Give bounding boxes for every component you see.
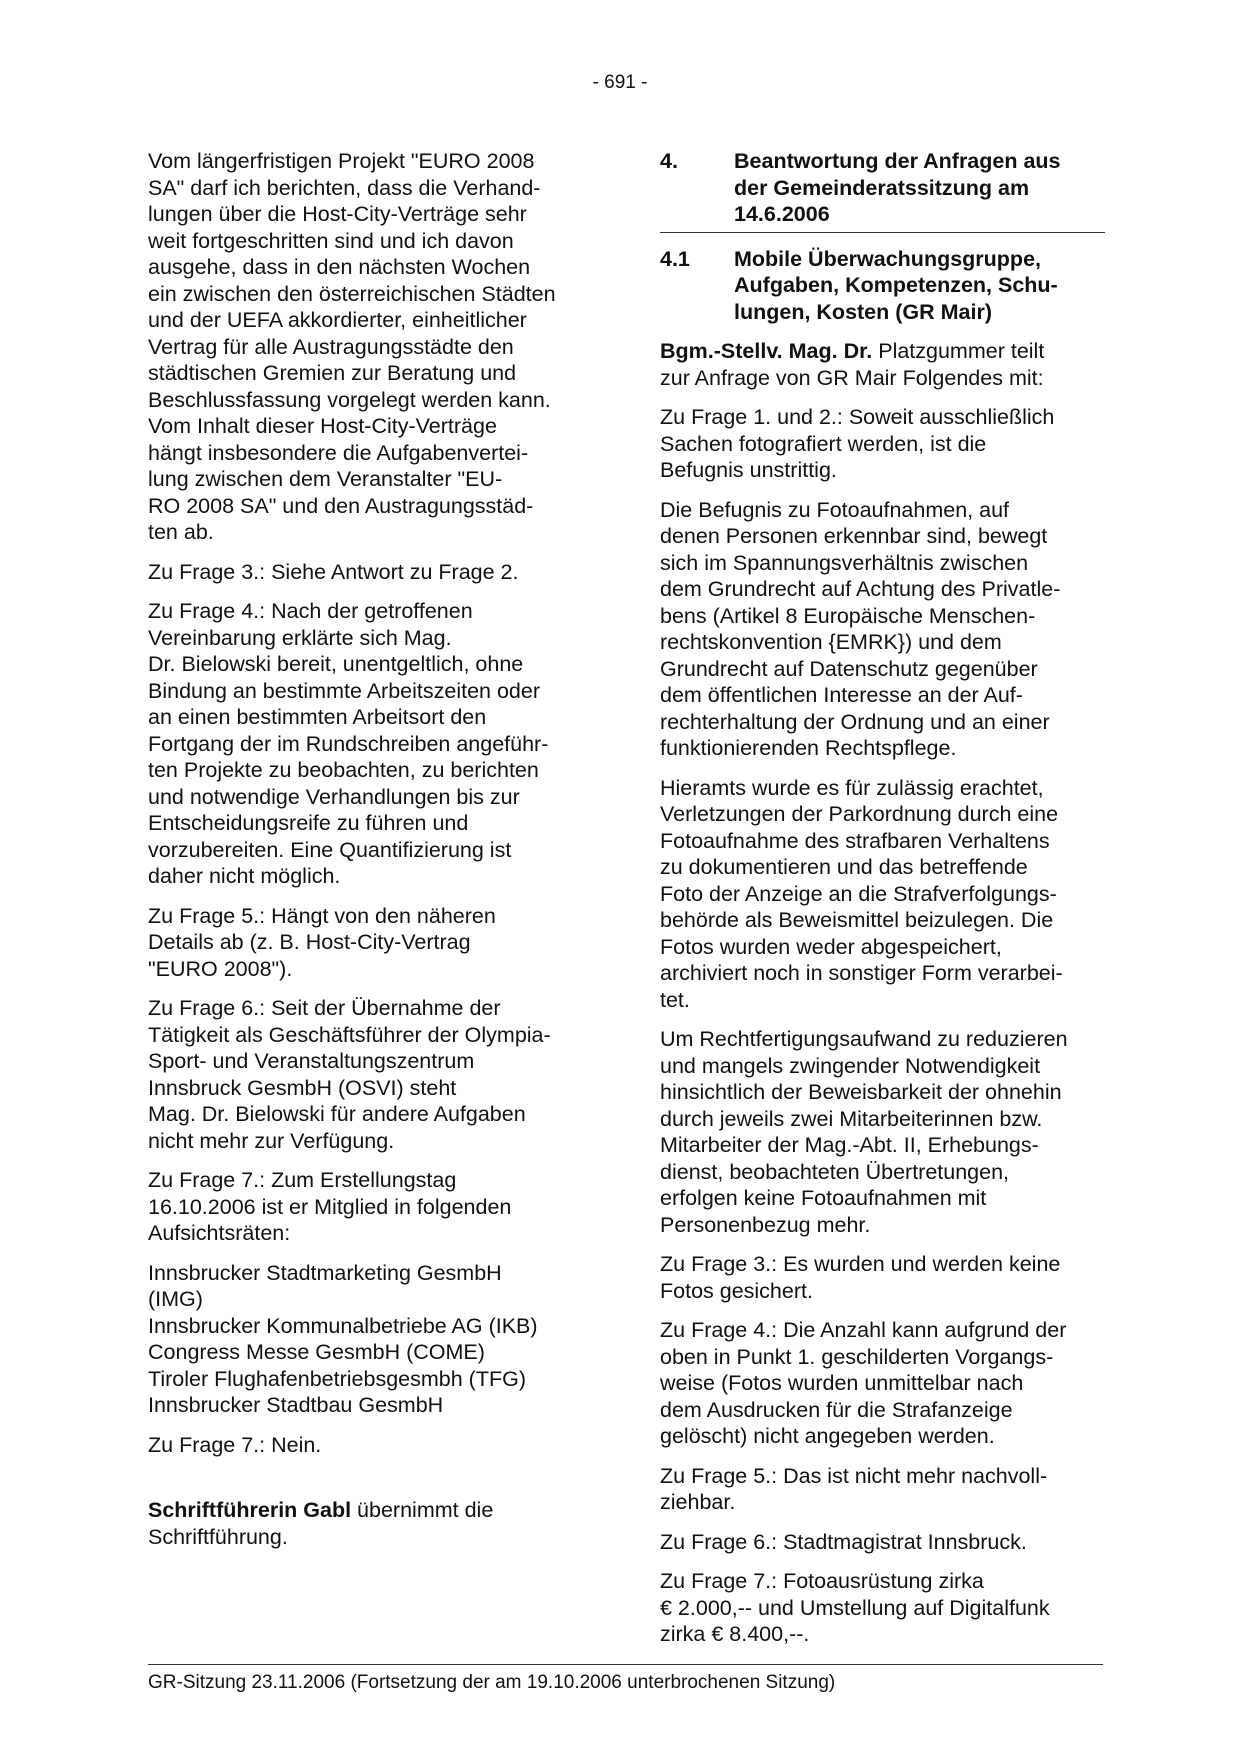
text-line: weit fortgeschritten sind und ich davon [148,228,514,253]
text-line: und mangels zwingender Notwendigkeit [660,1053,1041,1078]
section-heading-4 [660,148,1105,233]
paragraph-frage-5 [660,1463,1105,1516]
text-line: denen Personen erkennbar sind, bewegt [660,524,1048,548]
text-line: Congress Messe GesmbH (COME) [148,1340,485,1364]
text-line: hinsichtlich der Beweisbarkeit der ohnehin [660,1080,1062,1104]
text-line: Vereinbarung erklärte sich Mag. [148,625,452,650]
paragraph-hieramts [660,775,1105,1014]
text-line: Personenbezug mehr. [660,1212,871,1237]
paragraph-euro-2008 [148,148,588,546]
text-line: Verletzungen der Parkordnung durch eine [660,802,1059,826]
footer-text: GR-Sitzung 23.11.2006 (Fortsetzung der am 19.10.2006 unterbrochenen Sitzung) [148,1672,836,1693]
text-line: Vertrag für alle Austragungsstädte den [148,334,514,359]
text-line: weise (Fotos wurden unmittelbar nach [660,1371,1024,1395]
text-line: Zu Frage 3.: Es wurden und werden keine [660,1252,1061,1276]
text-line: Tiroler Flughafenbetriebsgesmbh (TFG) [148,1366,526,1391]
page-number: - 691 - [592,72,648,93]
text-line: Vom Inhalt dieser Host-City-Verträge [148,414,497,438]
text-line: ausgehe, dass in den nächsten Wochen [148,255,531,279]
paragraph-frage-3 [660,1251,1105,1304]
paragraph-frage-4 [660,1317,1105,1450]
text-line: Hieramts wurde es für zulässig erachtet, [660,775,1044,800]
text-line: funktionierenden Rechtspflege. [660,736,957,760]
text-line: hängt insbesondere die Aufgabenvertei- [148,440,529,465]
text-line: Zu Frage 6.: Seit der Übernahme der [148,996,501,1020]
text-line: ein zwischen den österreichischen Städten [148,281,556,306]
list-aufsichtsraete [148,1260,588,1419]
text-line: zu dokumentieren und das betreffende [660,855,1028,879]
text-line: rechtskonvention {EMRK}) und dem [660,630,1002,654]
text-line: Entscheidungsreife zu führen und [148,811,469,835]
text-line: Tätigkeit als Geschäftsführer der Olympia- [148,1022,551,1047]
text-line: Zu Frage 3.: Siehe Antwort zu Frage 2. [148,559,519,584]
text-line: lungen, Kosten (GR Mair) [734,299,992,324]
text-line: Zu Frage 7.: Zum Erstellungstag [148,1168,457,1192]
text-line: Aufgaben, Kompetenzen, Schu- [734,273,1058,297]
paragraph-schriftfuehrung: Schriftführerin Gabl übernimmt die Schriftführung. [148,1498,494,1549]
text-line: sich im Spannungsverhältnis zwischen [660,550,1029,575]
left-column [148,148,588,1563]
section-number: 4. [660,149,678,173]
text-line: rechterhaltung der Ordnung und an einer [660,709,1050,734]
text-line: Um Rechtfertigungsaufwand zu reduzieren [660,1027,1068,1051]
section-title [734,148,1105,228]
text-line: bens (Artikel 8 Europäische Menschen- [660,603,1036,628]
text-line: behörde als Beweismittel beizulegen. Die [660,908,1054,932]
text-line: Foto der Anzeige an die Strafverfolgungs- [660,881,1057,906]
text-line: Zu Frage 1. und 2.: Soweit ausschließlich [660,405,1055,429]
text-line: Vom längerfristigen Projekt "EURO 2008 [148,149,535,173]
text-line: Mobile Überwachungsgruppe, [734,246,1041,271]
paragraph-frage-7 [660,1568,1105,1648]
text-line: € 2.000,-- und Umstellung auf Digitalfunk [660,1595,1050,1620]
text-line: Zu Frage 7.: Fotoausrüstung zirka [660,1569,984,1593]
text-line: Dr. Bielowski bereit, unentgeltlich, ohne [148,652,524,676]
text-line: durch jeweils zwei Mitarbeiterinnen bzw. [660,1106,1043,1131]
text-line: Aufsichtsräten: [148,1221,291,1245]
text-line: (IMG) [148,1287,203,1311]
text-line: Zu Frage 6.: Stadtmagistrat Innsbruck. [660,1529,1027,1554]
paragraph-frage-6 [148,995,588,1154]
text-line: Zu Frage 4.: Nach der getroffenen [148,599,473,623]
text-line: Fotoaufnahme des strafbaren Verhaltens [660,828,1050,853]
text-line: ziehbar. [660,1490,736,1514]
text-line: Fortgang der im Rundschreiben angeführ- [148,731,549,756]
text-line: archiviert noch in sonstiger Form verarbei- [660,961,1063,985]
text-line: Sport- und Veranstaltungszentrum [148,1049,475,1073]
right-column [660,148,1105,1661]
text-line: tet. [660,987,690,1012]
text-line: dem Grundrecht auf Achtung des Privatle- [660,577,1061,601]
text-line: Sachen fotografiert werden, ist die [660,431,987,456]
text-line: ten Projekte zu beobachten, zu berichten [148,758,539,782]
text-line: städtischen Gremien zur Beratung und [148,361,517,385]
text-line: dem Ausdrucken für die Strafanzeige [660,1397,1013,1422]
text-line: Innsbrucker Stadtmarketing GesmbH [148,1260,502,1285]
schriftfuehrerin-name: Schriftführerin Gabl [148,1498,352,1522]
text-line: und der UEFA akkordierter, einheitlicher [148,308,527,332]
text-line: Zu Frage 5.: Hängt von den näheren [148,903,496,928]
text-line: an einen bestimmten Arbeitsort den [148,705,487,729]
text-line: zirka € 8.400,--. [660,1622,810,1646]
subsection-number: 4.1 [660,246,690,271]
text-line: "EURO 2008"). [148,956,293,981]
text-line: 14.6.2006 [734,202,830,226]
paragraph-intro: Bgm.-Stellv. Mag. Dr. Platzgummer teilt zur Anfrage von GR Mair Folgendes mit: [660,339,1045,390]
text-line: gelöscht) nicht angegeben werden. [660,1424,995,1448]
text-line: Grundrecht auf Datenschutz gegenüber [660,656,1038,681]
text-line: oben in Punkt 1. geschilderten Vorgangs- [660,1344,1054,1369]
text-line: RO 2008 SA" und den Austragungsstäd- [148,493,534,518]
text-line: Innsbrucker Stadtbau GesmbH [148,1393,444,1417]
text-line: dienst, beobachteten Übertretungen, [660,1159,1010,1184]
text-line: Befugnis unstrittig. [660,458,837,482]
text-line: SA" darf ich berichten, dass die Verhand- [148,175,541,200]
text-line: dem öffentlichen Interesse an der Auf- [660,683,1023,707]
text-line: Innsbrucker Kommunalbetriebe AG (IKB) [148,1313,538,1338]
text-line: Die Befugnis zu Fotoaufnahmen, auf [660,497,1009,522]
text-line: Bindung an bestimmte Arbeitszeiten oder [148,678,541,703]
text-line: Beschlussfassung vorgelegt werden kann. [148,387,551,412]
text-line: und notwendige Verhandlungen bis zur [148,784,520,809]
text-line: Mag. Dr. Bielowski für andere Aufgaben [148,1102,526,1126]
text-line: Fotos wurden weder abgespeichert, [660,934,1002,959]
text-line: Zu Frage 7.: Nein. [148,1432,322,1457]
paragraph-frage-6 [660,1529,1105,1556]
text-line: lungen über die Host-City-Verträge sehr [148,202,527,226]
text-line: Zu Frage 5.: Das ist nicht mehr nachvoll- [660,1463,1048,1488]
text-line: der Gemeinderatssitzung am [734,175,1030,200]
text-line: Zu Frage 4.: Die Anzahl kann aufgrund der [660,1318,1067,1342]
footer-divider [148,1664,1103,1665]
text-line: vorzubereiten. Eine Quantifizierung ist [148,837,512,862]
text-line: Beantwortung der Anfragen aus [734,149,1061,173]
paragraph-frage-7 [148,1167,588,1247]
paragraph-frage-5 [148,903,588,983]
text-line: nicht mehr zur Verfügung. [148,1128,395,1153]
paragraph-frage-7-nein [148,1432,588,1459]
paragraph-rechtfertigung [660,1026,1105,1238]
section-heading-4-1 [660,246,1105,326]
text-line: daher nicht möglich. [148,864,341,888]
paragraph-frage-1-2 [660,404,1105,484]
text-line: Innsbruck GesmbH (OSVI) steht [148,1075,457,1100]
text-line: lung zwischen dem Veranstalter "EU- [148,467,503,491]
text-line: erfolgen keine Fotoaufnahmen mit [660,1186,987,1210]
text-line: Mitarbeiter der Mag.-Abt. II, Erhebungs- [660,1133,1039,1157]
text-line: 16.10.2006 ist er Mitglied in folgenden [148,1194,512,1219]
text-line: Fotos gesichert. [660,1278,813,1303]
paragraph-frage-4 [148,598,588,890]
text-line: ten ab. [148,520,214,544]
paragraph-frage-3 [148,559,588,586]
speaker-title: Bgm.-Stellv. Mag. Dr. [660,339,873,363]
paragraph-befugnis [660,497,1105,762]
subsection-title [734,246,1105,326]
text-line: Details ab (z. B. Host-City-Vertrag [148,930,471,954]
